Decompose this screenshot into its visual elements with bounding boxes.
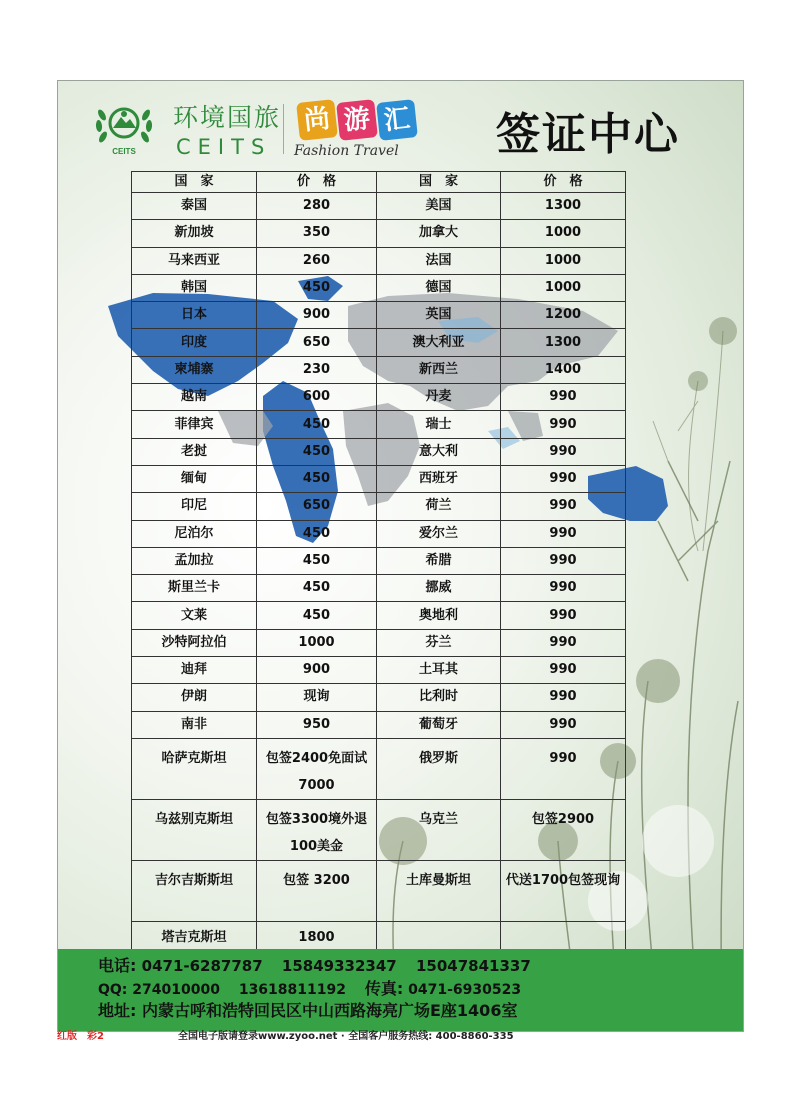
edition-label: 红版 彩2 — [57, 1031, 104, 1042]
country-right: 土库曼斯坦 — [377, 860, 501, 921]
phone-1: 0471-6287787 — [141, 957, 263, 975]
country-right: 澳大利亚 — [377, 329, 501, 356]
price-right: 990 — [501, 711, 626, 738]
phone-3: 15047841337 — [415, 957, 531, 975]
price-table-body — [132, 172, 626, 955]
country-left: 柬埔寨 — [132, 356, 257, 383]
price-left: 现询 — [257, 684, 377, 711]
price-right: 1300 — [501, 329, 626, 356]
price-right: 990 — [501, 438, 626, 465]
table-row — [132, 799, 626, 860]
table-row — [132, 657, 626, 684]
price-left: 450 — [257, 602, 377, 629]
price-left: 450 — [257, 575, 377, 602]
country-left: 韩国 — [132, 274, 257, 301]
country-right: 美国 — [377, 193, 501, 220]
country-left: 乌兹别克斯坦 — [132, 799, 257, 860]
table-header-row — [132, 172, 626, 193]
brand-divider — [283, 104, 284, 154]
price-left: 包签3300境外退100美金 — [257, 799, 377, 860]
country-right: 俄罗斯 — [377, 738, 501, 799]
price-left: 450 — [257, 547, 377, 574]
visa-price-table — [131, 171, 626, 955]
price-right: 990 — [501, 493, 626, 520]
country-left: 越南 — [132, 384, 257, 411]
country-left: 印尼 — [132, 493, 257, 520]
header-country-2: 国 家 — [377, 172, 501, 193]
price-left: 350 — [257, 220, 377, 247]
country-left: 新加坡 — [132, 220, 257, 247]
phone-line — [98, 953, 531, 976]
price-right: 1000 — [501, 220, 626, 247]
price-left: 450 — [257, 520, 377, 547]
country-right: 法国 — [377, 247, 501, 274]
country-right: 奥地利 — [377, 602, 501, 629]
table-row — [132, 493, 626, 520]
country-right: 土耳其 — [377, 657, 501, 684]
table-row — [132, 329, 626, 356]
country-right: 比利时 — [377, 684, 501, 711]
table-row — [132, 711, 626, 738]
table-row — [132, 520, 626, 547]
table-row — [132, 684, 626, 711]
price-right: 1000 — [501, 274, 626, 301]
country-left: 缅甸 — [132, 465, 257, 492]
country-left: 迪拜 — [132, 657, 257, 684]
table-row — [132, 356, 626, 383]
price-right: 1200 — [501, 302, 626, 329]
price-left: 450 — [257, 465, 377, 492]
price-left: 600 — [257, 384, 377, 411]
qq-1: 274010000 — [132, 982, 220, 998]
price-left: 包签 3200 — [257, 860, 377, 921]
header-country-1: 国 家 — [132, 172, 257, 193]
country-left: 孟加拉 — [132, 547, 257, 574]
country-left: 伊朗 — [132, 684, 257, 711]
price-left: 260 — [257, 247, 377, 274]
fashion-travel-text: Fashion Travel — [294, 143, 399, 159]
table-row — [132, 220, 626, 247]
header-price-2: 价 格 — [501, 172, 626, 193]
price-left: 650 — [257, 329, 377, 356]
fax-label: 传真: — [364, 979, 404, 998]
table-row — [132, 193, 626, 220]
poster — [57, 80, 744, 1032]
country-right: 希腊 — [377, 547, 501, 574]
brand-name-en: CEITS — [176, 135, 272, 159]
phone-2: 15849332347 — [281, 957, 397, 975]
price-right: 990 — [501, 547, 626, 574]
country-right: 葡萄牙 — [377, 711, 501, 738]
price-right: 1400 — [501, 356, 626, 383]
qq-label: QQ: — [98, 982, 128, 998]
price-right: 990 — [501, 384, 626, 411]
price-left: 450 — [257, 438, 377, 465]
country-right: 荷兰 — [377, 493, 501, 520]
country-left: 老挝 — [132, 438, 257, 465]
country-left: 吉尔吉斯斯坦 — [132, 860, 257, 921]
country-left: 马来西亚 — [132, 247, 257, 274]
price-right: 990 — [501, 738, 626, 799]
country-right: 爱尔兰 — [377, 520, 501, 547]
price-right: 990 — [501, 629, 626, 656]
country-left: 泰国 — [132, 193, 257, 220]
logo-text: CEITS — [112, 147, 136, 156]
country-right: 芬兰 — [377, 629, 501, 656]
website-note: 全国电子版请登录www.zyoo.net · 全国客户服务热线: 400-8860-335 — [178, 1031, 514, 1042]
table-row — [132, 465, 626, 492]
table-row — [132, 274, 626, 301]
fax-number: 0471-6930523 — [408, 982, 522, 998]
table-row — [132, 411, 626, 438]
price-right: 990 — [501, 684, 626, 711]
price-left: 1800 — [257, 921, 377, 954]
table-row — [132, 629, 626, 656]
page-title: 签证中心 — [496, 109, 680, 160]
price-right: 1300 — [501, 193, 626, 220]
price-right: 990 — [501, 602, 626, 629]
contact-footer — [58, 949, 743, 1031]
country-right: 加拿大 — [377, 220, 501, 247]
price-left: 650 — [257, 493, 377, 520]
price-right: 990 — [501, 411, 626, 438]
table-row — [132, 738, 626, 799]
table-row — [132, 302, 626, 329]
table-row — [132, 384, 626, 411]
country-right: 瑞士 — [377, 411, 501, 438]
ceits-logo — [93, 95, 155, 157]
price-right: 990 — [501, 575, 626, 602]
country-right: 丹麦 — [377, 384, 501, 411]
brand-name-cn: 环境国旅 — [173, 103, 282, 132]
country-right: 意大利 — [377, 438, 501, 465]
price-left: 280 — [257, 193, 377, 220]
country-left: 沙特阿拉伯 — [132, 629, 257, 656]
tag-char-2: 游 — [336, 99, 378, 141]
phone-label: 电话: — [98, 956, 137, 975]
country-left: 哈萨克斯坦 — [132, 738, 257, 799]
address-label: 地址: — [98, 1001, 137, 1020]
country-right: 新西兰 — [377, 356, 501, 383]
table-row — [132, 547, 626, 574]
price-left: 950 — [257, 711, 377, 738]
country-left: 斯里兰卡 — [132, 575, 257, 602]
tag-char-3: 汇 — [376, 99, 418, 141]
price-left: 230 — [257, 356, 377, 383]
price-left: 包签2400免面试7000 — [257, 738, 377, 799]
price-right: 990 — [501, 465, 626, 492]
country-right: 西班牙 — [377, 465, 501, 492]
country-left: 印度 — [132, 329, 257, 356]
country-left: 尼泊尔 — [132, 520, 257, 547]
price-left: 900 — [257, 657, 377, 684]
price-right: 代送1700包签现询 — [501, 860, 626, 921]
price-right: 990 — [501, 520, 626, 547]
price-right: 1000 — [501, 247, 626, 274]
price-left: 900 — [257, 302, 377, 329]
country-left: 文莱 — [132, 602, 257, 629]
country-right: 英国 — [377, 302, 501, 329]
qq-line — [98, 976, 521, 999]
header-price-1: 价 格 — [257, 172, 377, 193]
country-left: 南非 — [132, 711, 257, 738]
country-left: 塔吉克斯坦 — [132, 921, 257, 954]
fashion-travel-logo — [298, 101, 416, 139]
address-text: 内蒙古呼和浩特回民区中山西路海亮广场E座1406室 — [141, 1001, 518, 1020]
address-line — [98, 998, 517, 1021]
table-row — [132, 438, 626, 465]
country-right: 乌克兰 — [377, 799, 501, 860]
price-left: 1000 — [257, 629, 377, 656]
table-row — [132, 860, 626, 921]
tag-char-1: 尚 — [296, 99, 338, 141]
table-row — [132, 575, 626, 602]
country-right: 德国 — [377, 274, 501, 301]
qq-2: 13618811192 — [238, 982, 346, 998]
table-row — [132, 602, 626, 629]
price-left: 450 — [257, 411, 377, 438]
price-left: 450 — [257, 274, 377, 301]
price-right: 包签2900 — [501, 799, 626, 860]
country-left: 日本 — [132, 302, 257, 329]
country-left: 菲律宾 — [132, 411, 257, 438]
price-right: 990 — [501, 657, 626, 684]
country-right: 挪威 — [377, 575, 501, 602]
table-row — [132, 247, 626, 274]
